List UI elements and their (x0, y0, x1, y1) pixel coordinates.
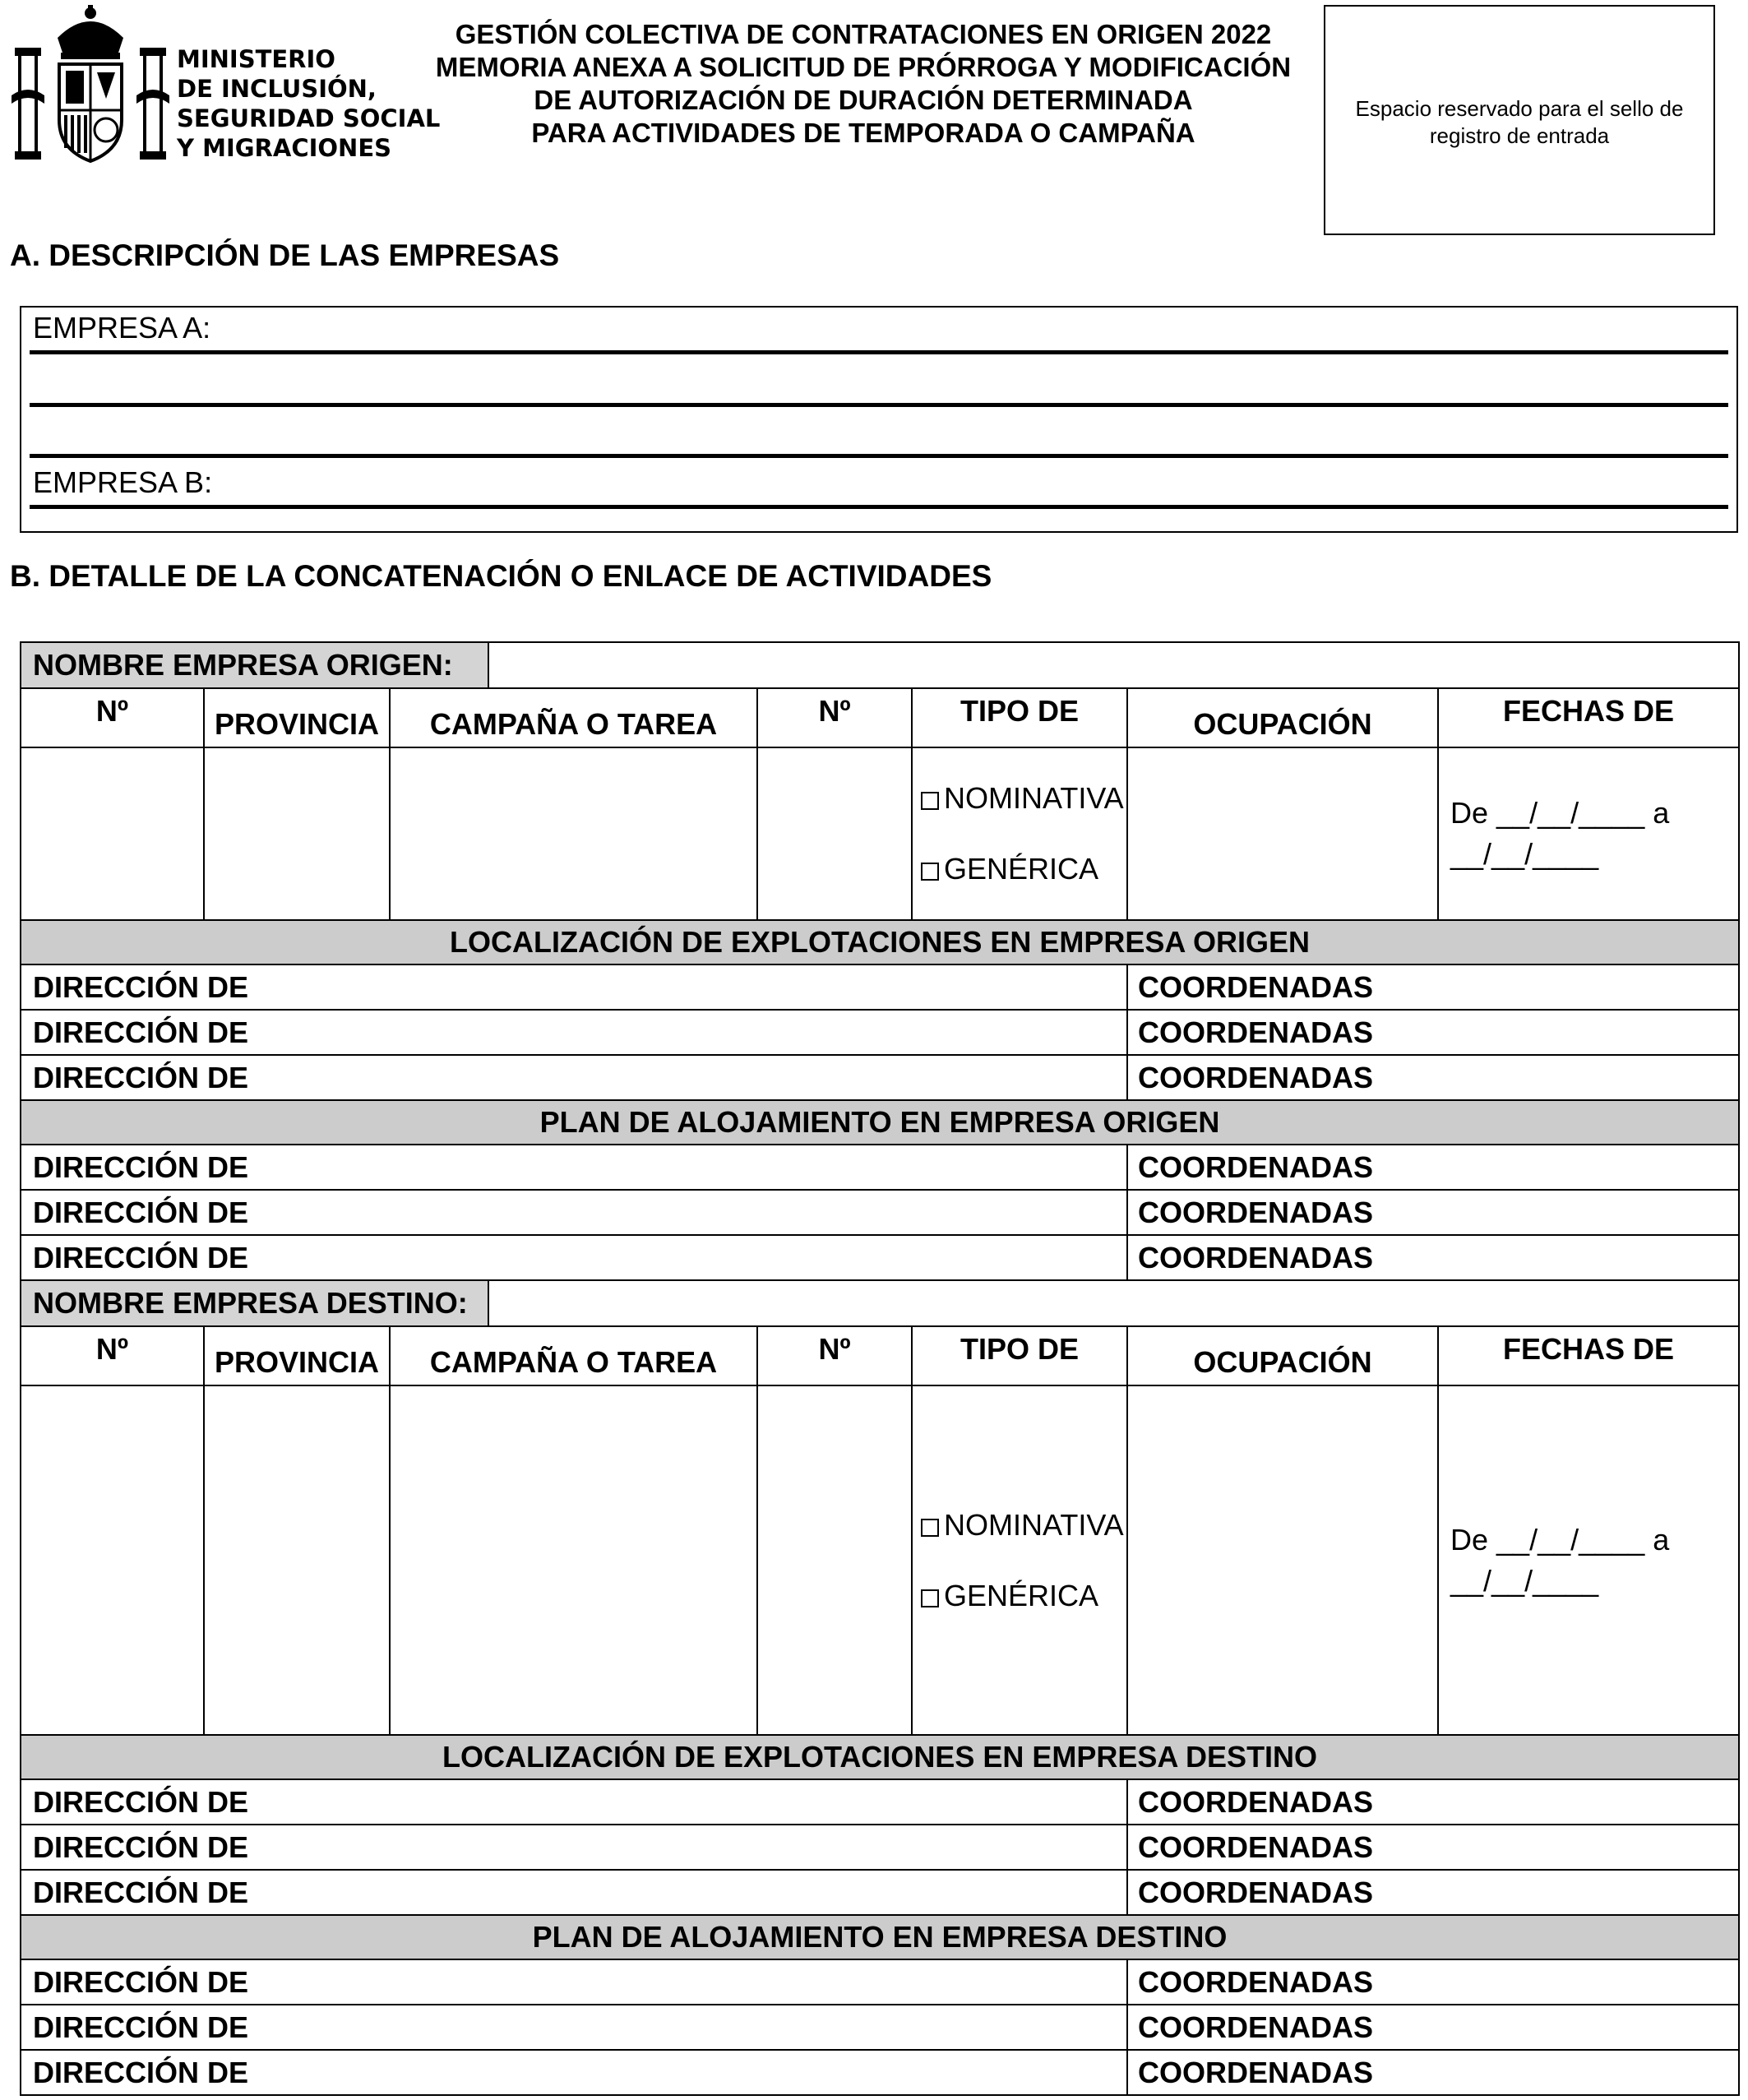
origin-aloj-address-1[interactable]: DIRECCIÓN DE (21, 1145, 1127, 1190)
origin-loc-coords-1[interactable]: COORDENADAS (1127, 964, 1739, 1010)
origin-aloj-coords-1[interactable]: COORDENADAS (1127, 1145, 1739, 1190)
origin-loc-address-1[interactable]: DIRECCIÓN DE (21, 964, 1127, 1010)
empresas-box (20, 306, 1738, 533)
origin-aloj-coords-3[interactable]: COORDENADAS (1127, 1235, 1739, 1280)
destination-company-name-label: NOMBRE EMPRESA DESTINO: (21, 1280, 488, 1326)
option-label: GENÉRICA (944, 1578, 1099, 1612)
destination-aloj-coords-1[interactable]: COORDENADAS (1127, 1959, 1739, 2005)
checkbox-icon[interactable] (921, 863, 939, 881)
registration-stamp-box (1324, 5, 1715, 235)
origin-dates-field[interactable] (1438, 747, 1739, 920)
destination-aloj-address-2[interactable]: DIRECCIÓN DE (21, 2005, 1127, 2050)
checkbox-icon[interactable] (921, 792, 939, 810)
col-ocupacion: OCUPACIÓN (1127, 688, 1438, 747)
checkbox-icon[interactable] (921, 1589, 939, 1607)
date-line: De __/__/____ a (1450, 1522, 1670, 1556)
origin-provincia-field[interactable] (204, 747, 390, 920)
origin-loc-address-3[interactable]: DIRECCIÓN DE (21, 1055, 1127, 1100)
empresa-a-label: EMPRESA A: (33, 311, 211, 345)
origin-company-name-field[interactable] (488, 642, 1739, 688)
origin-localizacion-title: LOCALIZACIÓN DE EXPLOTACIONES EN EMPRESA ORIGEN (21, 920, 1739, 964)
destination-alojamiento-title: PLAN DE ALOJAMIENTO EN EMPRESA DESTINO (21, 1915, 1739, 1959)
empresa-a-line[interactable] (30, 350, 1728, 354)
col-num: Nº (21, 688, 204, 747)
destination-company-name-field[interactable] (488, 1280, 1739, 1326)
col-fechas: FECHAS DE (1438, 688, 1739, 747)
col-ocupacion: OCUPACIÓN (1127, 1326, 1438, 1385)
ministry-line: SEGURIDAD SOCIAL (177, 104, 441, 132)
form-title (407, 18, 1320, 150)
empresa-b-label: EMPRESA B: (33, 465, 213, 499)
date-line: __/__/____ (1450, 1563, 1599, 1598)
origin-aloj-address-3[interactable]: DIRECCIÓN DE (21, 1235, 1127, 1280)
destination-campana-field[interactable] (390, 1385, 757, 1735)
origin-aloj-coords-2[interactable]: COORDENADAS (1127, 1190, 1739, 1235)
origin-tipo-options (912, 747, 1127, 920)
form-title-line: DE AUTORIZACIÓN DE DURACIÓN DETERMINADA (534, 85, 1193, 115)
destination-ocupacion-field[interactable] (1127, 1385, 1438, 1735)
destination-option-nominativa[interactable] (913, 1507, 1126, 1543)
origin-alojamiento-title: PLAN DE ALOJAMIENTO EN EMPRESA ORIGEN (21, 1100, 1739, 1145)
stamp-caption (1325, 95, 1713, 150)
col-tipo: TIPO DE (912, 688, 1127, 747)
origin-campana-field[interactable] (390, 747, 757, 920)
origin-num-2-field[interactable] (757, 747, 912, 920)
activities-table (20, 641, 1740, 2096)
origin-company-name-label: NOMBRE EMPRESA ORIGEN: (21, 642, 488, 688)
origin-loc-address-2[interactable]: DIRECCIÓN DE (21, 1010, 1127, 1055)
col-campana: CAMPAÑA O TAREA (390, 1326, 757, 1385)
destination-num-field[interactable] (21, 1385, 204, 1735)
destination-loc-coords-1[interactable]: COORDENADAS (1127, 1779, 1739, 1825)
destination-loc-coords-2[interactable]: COORDENADAS (1127, 1825, 1739, 1870)
origin-num-field[interactable] (21, 747, 204, 920)
col-num-2: Nº (757, 1326, 912, 1385)
destination-localizacion-title: LOCALIZACIÓN DE EXPLOTACIONES EN EMPRESA DESTINO (21, 1735, 1739, 1779)
empresa-b-top-line (30, 454, 1728, 458)
option-label: NOMINATIVA (944, 781, 1124, 815)
form-title-line: GESTIÓN COLECTIVA DE CONTRATACIONES EN ORIGEN 2022 (455, 19, 1272, 49)
ministry-line: Y MIGRACIONES (177, 134, 392, 162)
origin-loc-coords-2[interactable]: COORDENADAS (1127, 1010, 1739, 1055)
ministry-name (177, 44, 440, 163)
destination-option-generica[interactable] (913, 1578, 1126, 1614)
origin-ocupacion-field[interactable] (1127, 747, 1438, 920)
origin-loc-coords-3[interactable]: COORDENADAS (1127, 1055, 1739, 1100)
section-a-title: A. DESCRIPCIÓN DE LAS EMPRESAS (10, 238, 560, 272)
col-provincia: PROVINCIA (204, 1326, 390, 1385)
option-label: GENÉRICA (944, 852, 1099, 886)
destination-aloj-coords-2[interactable]: COORDENADAS (1127, 2005, 1739, 2050)
form-title-line: MEMORIA ANEXA A SOLICITUD DE PRÓRROGA Y MODIFICACIÓN (435, 52, 1292, 82)
stamp-caption-line: Espacio reservado para el sello de (1355, 96, 1684, 121)
col-provincia: PROVINCIA (204, 688, 390, 747)
destination-loc-coords-3[interactable]: COORDENADAS (1127, 1870, 1739, 1915)
origin-option-generica[interactable] (913, 851, 1126, 887)
col-campana: CAMPAÑA O TAREA (390, 688, 757, 747)
destination-tipo-options (912, 1385, 1127, 1735)
origin-aloj-address-2[interactable]: DIRECCIÓN DE (21, 1190, 1127, 1235)
destination-aloj-address-1[interactable]: DIRECCIÓN DE (21, 1959, 1127, 2005)
destination-dates-field[interactable] (1438, 1385, 1739, 1735)
col-num-2: Nº (757, 688, 912, 747)
date-line: De __/__/____ a (1450, 796, 1670, 830)
col-tipo: TIPO DE (912, 1326, 1127, 1385)
checkbox-icon[interactable] (921, 1519, 939, 1537)
date-line: __/__/____ (1450, 837, 1599, 871)
destination-loc-address-3[interactable]: DIRECCIÓN DE (21, 1870, 1127, 1915)
ministry-line: MINISTERIO (177, 45, 335, 73)
coat-of-arms-icon (8, 5, 173, 166)
section-b-title: B. DETALLE DE LA CONCATENACIÓN O ENLACE DE ACTIVIDADES (10, 559, 992, 593)
col-num: Nº (21, 1326, 204, 1385)
empresa-b-line[interactable] (30, 505, 1728, 509)
destination-loc-address-2[interactable]: DIRECCIÓN DE (21, 1825, 1127, 1870)
option-label: NOMINATIVA (944, 1507, 1124, 1542)
origin-option-nominativa[interactable] (913, 780, 1126, 816)
col-fechas: FECHAS DE (1438, 1326, 1739, 1385)
ministry-line: DE INCLUSIÓN, (177, 75, 377, 103)
destination-aloj-coords-3[interactable]: COORDENADAS (1127, 2050, 1739, 2095)
form-title-line: PARA ACTIVIDADES DE TEMPORADA O CAMPAÑA (531, 118, 1195, 148)
destination-num-2-field[interactable] (757, 1385, 912, 1735)
stamp-caption-line: registro de entrada (1429, 123, 1610, 148)
destination-provincia-field[interactable] (204, 1385, 390, 1735)
destination-loc-address-1[interactable]: DIRECCIÓN DE (21, 1779, 1127, 1825)
destination-aloj-address-3[interactable]: DIRECCIÓN DE (21, 2050, 1127, 2095)
empresa-a-line-2[interactable] (30, 403, 1728, 407)
